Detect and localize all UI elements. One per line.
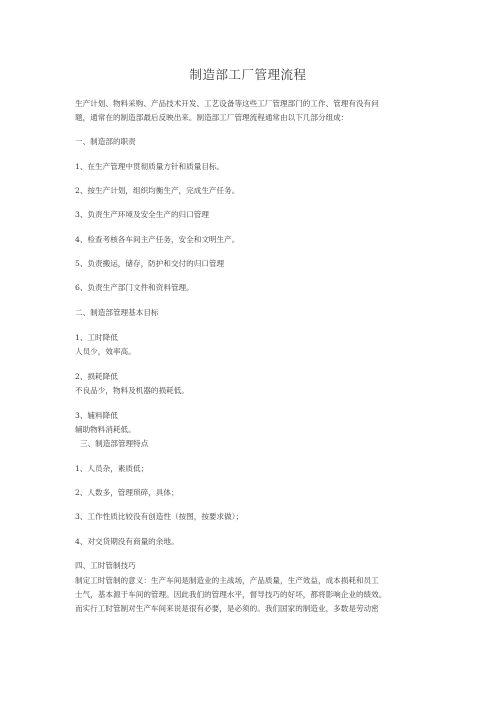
list-item: 3、工作性质比较没有创造性（按图，按要求做）； <box>75 512 244 521</box>
goal-title: 2、损耗降低 <box>75 372 118 381</box>
intro-line: 生产计划、物料采购、产品技术开发、工艺设备等这些工厂管理部门的工作、管理有没有问 <box>75 99 379 108</box>
goal-desc: 不良品少，物料及机器的损耗低。 <box>75 386 189 395</box>
intro-line: 题，通常在的制造部最后反映出来。制造部工厂管理流程通常由以下几部分组成： <box>75 113 349 122</box>
list-item: 4、检查考核各车间主产任务，安全和文明生产。 <box>75 235 240 244</box>
list-item: 5、负责搬运，储存，防护和交付的归口管理 <box>75 259 225 268</box>
goal-desc: 辅助物料消耗低。 <box>75 425 136 434</box>
list-item: 2、按生产计划，组织均衡生产，完成生产任务。 <box>75 186 240 195</box>
body-line: 制定工时管制的意义：生产车间是制造业的主战场，产品质量，生产效益，成本损耗和员工 <box>75 576 379 585</box>
document-title: 制造部工厂管理流程 <box>189 67 307 82</box>
list-item: 3、负责生产环境及安全生产的归口管理 <box>75 210 209 219</box>
list-item: 6、负责生产部门文件和资料管理。 <box>75 283 194 292</box>
list-item: 4、对交货期没有商量的余地。 <box>75 537 179 546</box>
section-heading: 一、制造部的职责 <box>75 137 136 146</box>
goal-desc: 人员少，效率高。 <box>75 347 136 356</box>
list-item: 2、人数多，管理琐碎，具体； <box>75 488 179 497</box>
list-item: 1、人员杂，素质低； <box>75 464 149 473</box>
section-heading: 二、制造部管理基本目标 <box>75 308 159 317</box>
goal-title: 3、辅料降低 <box>75 411 118 420</box>
body-line: 而实行工时管制对生产车间来说是很有必要，是必须的。我们国家的制造业，多数是劳动密 <box>75 604 379 613</box>
body-line: 士气，基本源于车间的管理。因此我们的管理水平，督导技巧的好坏，都将影响企业的绩效。 <box>75 590 387 599</box>
goal-title: 1、工时降低 <box>75 333 118 342</box>
section-heading: 三、制造部管理特点 <box>80 439 149 448</box>
list-item: 1、在生产管理中贯彻质量方针和质量目标。 <box>75 162 225 171</box>
section-heading: 四、工时管制技巧 <box>75 561 136 570</box>
